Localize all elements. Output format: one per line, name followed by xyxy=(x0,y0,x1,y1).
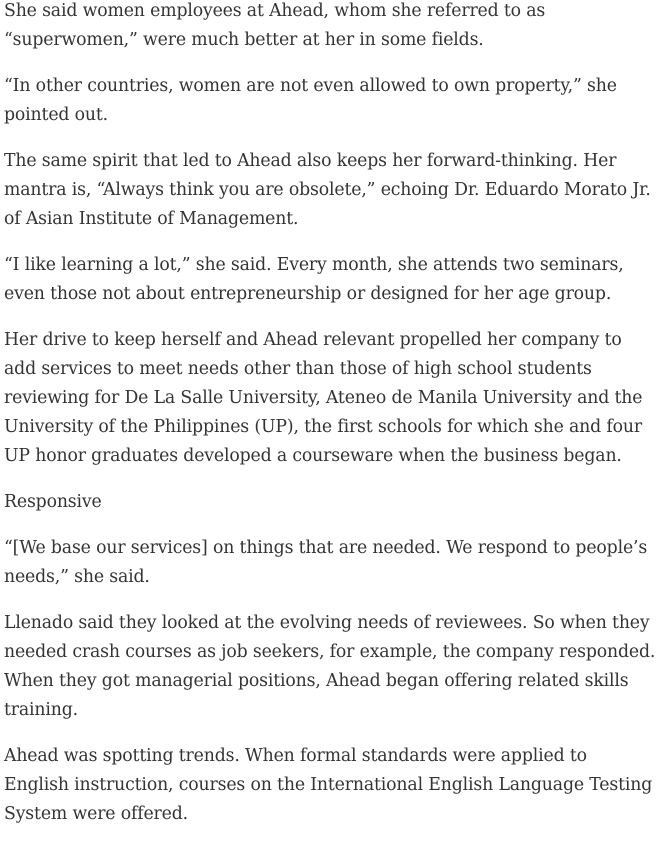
paragraph-mantra: The same spirit that led to Ahead also keeps her forward-thinking. Her mantra is, “Always think you are obsolete,” echoing Dr. Eduardo Morato Jr. of Asian Institute of Management. xyxy=(4,151,651,229)
paragraph-property: “In other countries, women are not even allowed to own property,” she pointed out. xyxy=(4,76,617,125)
article-body xyxy=(4,0,656,846)
paragraph-learning: “I like learning a lot,” she said. Every month, she attends two seminars, even those not about entrepreneurship or designed for her age group. xyxy=(4,255,624,304)
paragraph-services: Her drive to keep herself and Ahead relevant propelled her company to add services to meet needs other than those of high school students reviewing for De La Salle University, Ateneo de Manila University and the University of the Philippines (UP), the first schools for which she and four UP honor graduates developed a courseware when the business began. xyxy=(4,330,643,466)
paragraph-superwomen: She said women employees at Ahead, whom she referred to as “superwomen,” were much better at her in some fields. xyxy=(4,1,546,50)
paragraph-trends: Ahead was spotting trends. When formal standards were applied to English instruction, courses on the International English Language Testing System were offered. xyxy=(4,746,653,824)
paragraph-reviewees: Llenado said they looked at the evolving needs of reviewees. So when they needed crash courses as job seekers, for example, the company responded. When they got managerial positions, Ahead began offering related skills training. xyxy=(4,613,656,720)
paragraph-needs-quote: “[We base our services] on things that are needed. We respond to people’s needs,” she said. xyxy=(4,538,648,587)
subheading-responsive: Responsive xyxy=(4,492,102,512)
